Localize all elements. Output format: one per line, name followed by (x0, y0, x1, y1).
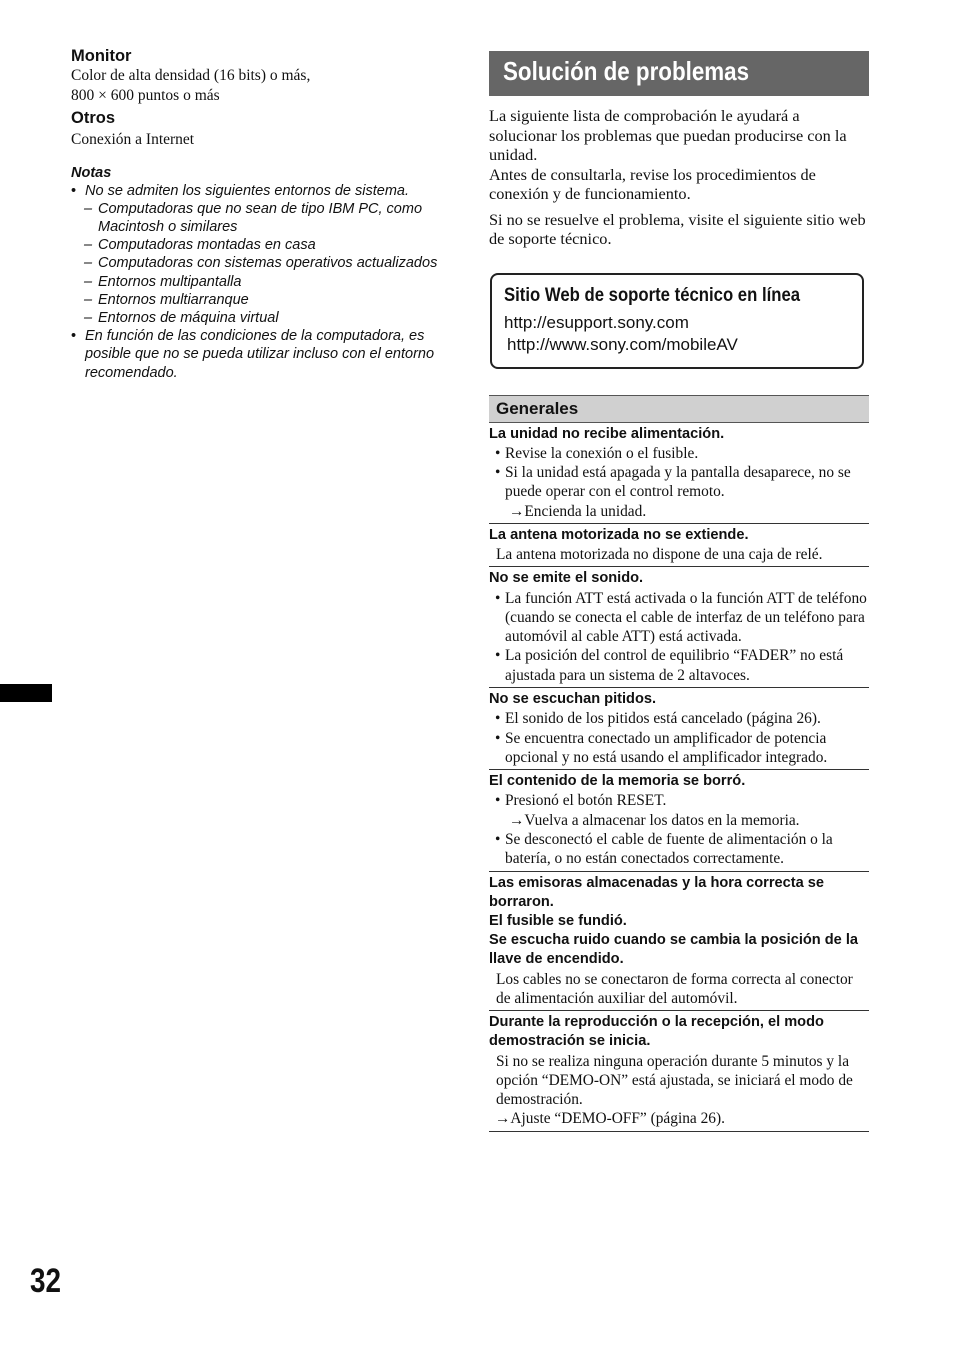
arrow-icon: → (509, 811, 525, 829)
monitor-heading: Monitor (71, 47, 132, 65)
support-url-1[interactable]: http://esupport.sony.com (504, 312, 689, 332)
support-url-2[interactable]: http://www.sony.com/mobileAV (507, 334, 738, 354)
trouble-entry-3 (489, 567, 869, 688)
monitor-line-2: 800 × 600 puntos o más (71, 86, 220, 104)
intro-paragraph-2: Antes de consultarla, revise los procedimientos de conexión y de funcionamiento. (489, 164, 816, 203)
note-2: • En función de las condiciones de la computadora, es posible que no se pueda utilizar incluso con el entorno recomendado. (71, 327, 456, 382)
monitor-line-1: Color de alta densidad (16 bits) o más, (71, 67, 311, 84)
trouble-entry-1 (489, 423, 869, 524)
entry-answer: La antena motorizada no dispone de una caja de relé. (496, 546, 823, 564)
note-1: • No se admiten los siguientes entornos de sistema. (71, 182, 456, 200)
entry-question: La antena motorizada no se extiende. (489, 526, 749, 543)
entry-answer-bullet: • La función ATT está activada o la función ATT de teléfono (cuando se conecta el cable de interfaz de un teléfono para automóvil al cable ATT) está activada. (489, 589, 869, 647)
entry-question: El fusible se fundió. (489, 912, 627, 929)
intro-paragraph-3: Si no se resuelve el problema, visite el siguiente sitio web de soporte técnico. (489, 209, 866, 248)
entry-answer: Si no se realiza ninguna operación durante 5 minutos y la opción “DEMO-ON” está ajustada, se iniciará el modo de demostración. (496, 1052, 853, 1109)
trouble-entry-7 (489, 1011, 869, 1132)
section-header (489, 395, 869, 423)
entry-question: No se emite el sonido. (489, 570, 644, 587)
entry-answer-bullet: • Si la unidad está apagada y la pantalla desaparece, no se puede operar con el control remoto. (489, 463, 869, 502)
note-sub-6: – Entornos de máquina virtual (71, 309, 456, 327)
entry-answer: Los cables no se conectaron de forma correcta al conector de alimentación auxiliar del automóvil. (496, 970, 853, 1007)
entry-question: La unidad no recibe alimentación. (489, 425, 725, 442)
notes-list (71, 182, 456, 382)
entry-answer-bullet: • Presionó el botón RESET. (489, 791, 869, 810)
entry-answer-bullet: • Revise la conexión o el fusible. (489, 444, 869, 463)
entry-question: Durante la reproducción o la recepción, el modo demostración se inicia. (489, 1014, 824, 1050)
right-column (489, 51, 869, 1132)
entry-answer-bullet: • Se desconectó el cable de fuente de alimentación o la batería, o no están conectados correctamente. (489, 830, 869, 869)
trouble-entry-4 (489, 688, 869, 770)
trouble-entry-6 (489, 872, 869, 1012)
arrow-icon: → (495, 1110, 511, 1128)
entry-answer-bullet: • La posición del control de equilibrio “FADER” no está ajustada para un sistema de 2 altavoces. (489, 646, 869, 685)
entry-remedy: Ajuste “DEMO-OFF” (página 26). (510, 1110, 725, 1128)
note-sub-3: – Computadoras con sistemas operativos actualizados (71, 254, 456, 272)
page-title: Solución de problemas (503, 56, 750, 86)
note-sub-4: – Entornos multipantalla (71, 273, 456, 291)
note-sub-1: – Computadoras que no sean de tipo IBM PC, como Macintosh o similares (71, 200, 456, 236)
entry-remedy: Vuelva a almacenar los datos en la memoria. (524, 811, 800, 829)
otros-text: Conexión a Internet (71, 131, 195, 148)
entry-question: Se escucha ruido cuando se cambia la posición de la llave de encendido. (489, 932, 859, 968)
entry-question: El contenido de la memoria se borró. (489, 773, 746, 790)
trouble-entry-5 (489, 770, 869, 871)
arrow-icon: → (509, 502, 525, 520)
entry-answer-bullet: • Se encuentra conectado un amplificador de potencia opcional y no está usando el amplificador integrado. (489, 729, 869, 768)
note-sub-5: – Entornos multiarranque (71, 291, 456, 309)
left-column (71, 46, 456, 382)
entry-question: Las emisoras almacenadas y la hora correcta se borraron. (489, 874, 825, 910)
section-tab-marker (0, 684, 52, 702)
title-bar (489, 51, 869, 96)
otros-heading: Otros (71, 109, 116, 127)
entry-remedy: Encienda la unidad. (524, 502, 647, 520)
support-box (490, 273, 864, 369)
entry-answer-bullet: • El sonido de los pitidos está cancelado (página 26). (489, 709, 869, 728)
trouble-entry-2 (489, 524, 869, 568)
intro-paragraph-1: La siguiente lista de comprobación le ayudará a solucionar los problemas que puedan producirse con la unidad. (489, 106, 847, 164)
note-sub-2: – Computadoras montadas en casa (71, 236, 456, 254)
entry-question: No se escuchan pitidos. (489, 691, 657, 708)
page-number: 32 (30, 1262, 62, 1300)
support-box-title: Sitio Web de soporte técnico en línea (504, 284, 801, 306)
section-title: Generales (496, 398, 579, 418)
notes-title: Notas (71, 164, 112, 181)
